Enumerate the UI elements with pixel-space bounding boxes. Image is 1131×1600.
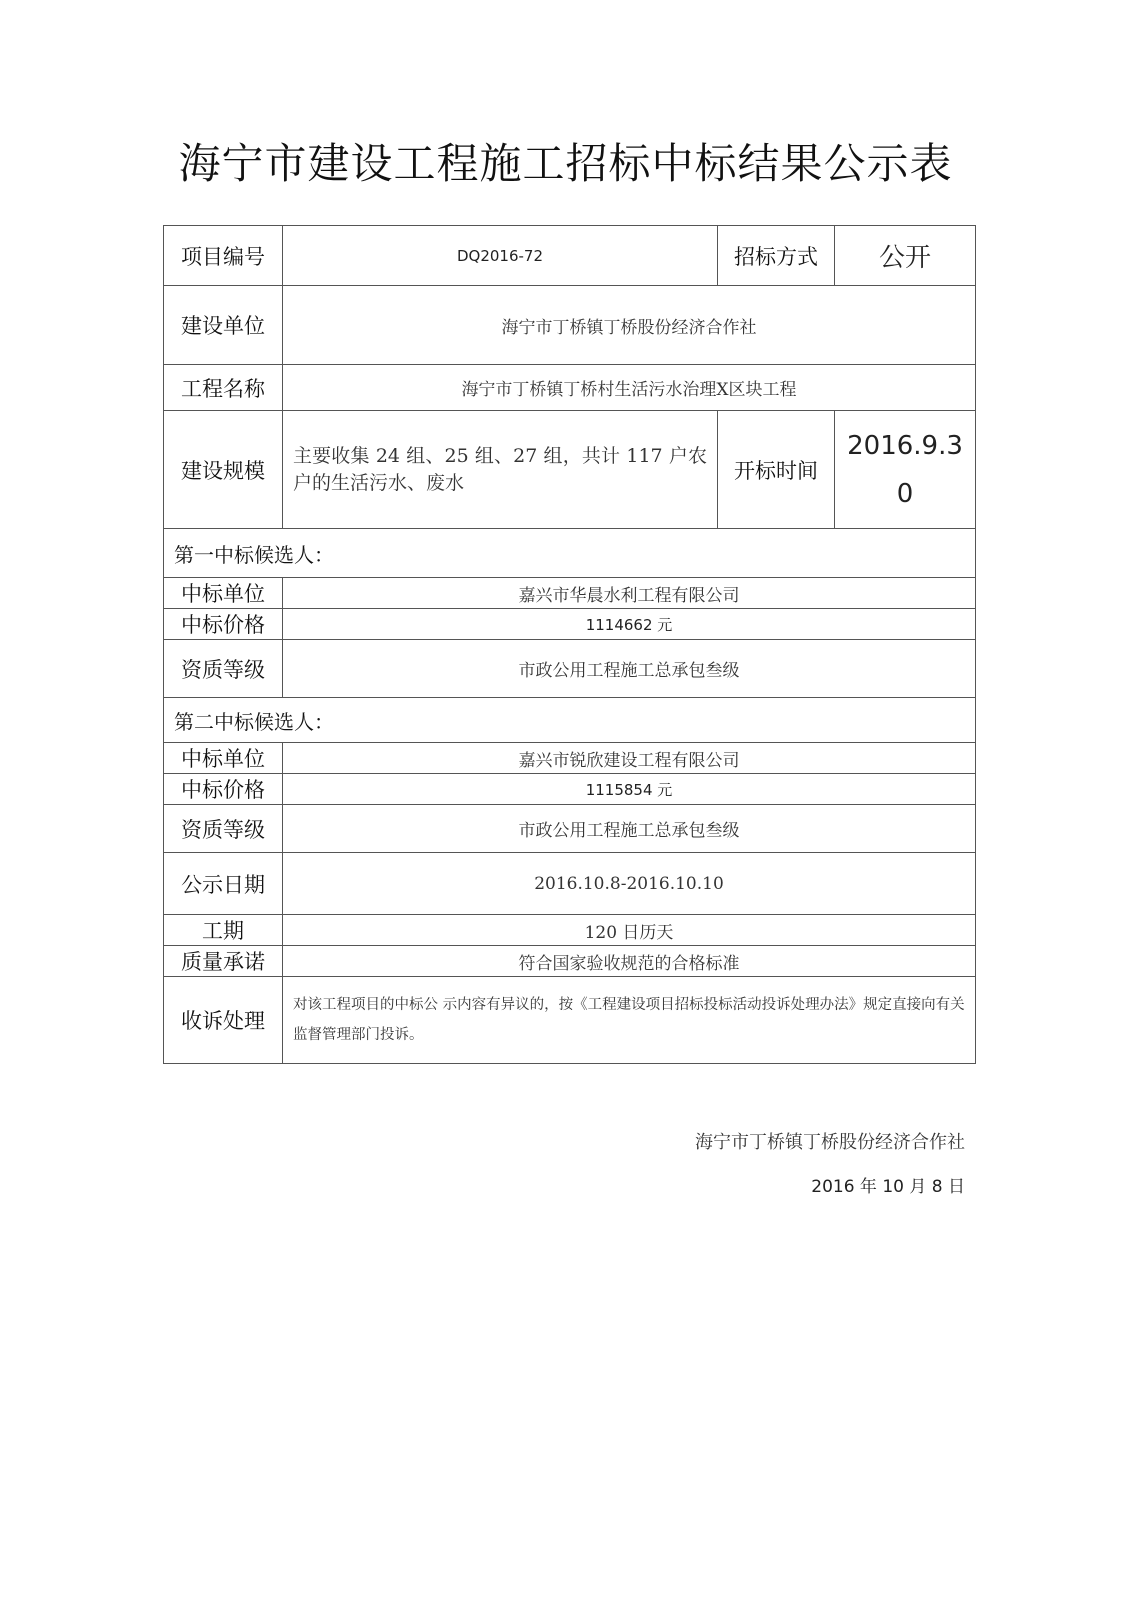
row-candidate-1-heading [164, 529, 976, 578]
project-name-label: 工程名称 [164, 365, 283, 411]
candidate-2-price-label: 中标价格 [164, 774, 283, 805]
project-no-value: DQ2016-72 [283, 226, 718, 286]
candidate-2-unit-value: 嘉兴市锐欣建设工程有限公司 [283, 743, 976, 774]
footer-date: 2016 年 10 月 8 日 [811, 1177, 965, 1197]
quality-commitment-label: 质量承诺 [164, 946, 283, 977]
row-candidate-2-price [164, 774, 976, 805]
candidate-2-unit-label: 中标单位 [164, 743, 283, 774]
publicity-date-value: 2016.10.8-2016.10.10 [283, 853, 976, 915]
quality-commitment-value: 符合国家验收规范的合格标准 [283, 946, 976, 977]
candidate-1-qualification-label: 资质等级 [164, 640, 283, 698]
footer-organization: 海宁市丁桥镇丁桥股份经济合作社 [695, 1132, 965, 1153]
complaint-handling-label: 收诉处理 [164, 977, 283, 1064]
construction-scale-value: 主要收集 24 组、25 组、27 组，共计 117 户农户的生活污水、废水 [283, 411, 718, 529]
duration-label: 工期 [164, 915, 283, 946]
tender-method-label: 招标方式 [718, 226, 835, 286]
candidate-2-qualification-label: 资质等级 [164, 805, 283, 853]
row-candidate-1-price [164, 609, 976, 640]
row-publicity-date [164, 853, 976, 915]
construction-scale-label: 建设规模 [164, 411, 283, 529]
candidate-1-price-label: 中标价格 [164, 609, 283, 640]
project-no-label: 项目编号 [164, 226, 283, 286]
candidate-1-price-value: 1114662 元 [283, 609, 976, 640]
bid-opening-time-label: 开标时间 [718, 411, 835, 529]
row-quality-commitment [164, 946, 976, 977]
complaint-handling-value: 对该工程项目的中标公 示内容有异议的，按《工程建设项目招标投标活动投诉处理办法》规定直接向有关监督管理部门投诉。 [283, 977, 976, 1064]
row-duration [164, 915, 976, 946]
row-candidate-2-qualification [164, 805, 976, 853]
page-title: 海宁市建设工程施工招标中标结果公示表 [178, 139, 953, 188]
row-candidate-1-unit [164, 578, 976, 609]
row-project-no [164, 226, 976, 286]
candidate-1-unit-value: 嘉兴市华晨水利工程有限公司 [283, 578, 976, 609]
row-complaint-handling [164, 977, 976, 1064]
row-construction-unit [164, 286, 976, 365]
candidate-2-heading: 第二中标候选人： [164, 698, 976, 743]
bid-result-table [163, 225, 976, 1064]
row-candidate-1-qualification [164, 640, 976, 698]
row-project-name [164, 365, 976, 411]
row-candidate-2-heading [164, 698, 976, 743]
row-candidate-2-unit [164, 743, 976, 774]
tender-method-value: 公开 [835, 226, 976, 286]
row-construction-scale [164, 411, 976, 529]
publicity-date-label: 公示日期 [164, 853, 283, 915]
duration-value: 120 日历天 [283, 915, 976, 946]
candidate-1-unit-label: 中标单位 [164, 578, 283, 609]
construction-unit-label: 建设单位 [164, 286, 283, 365]
candidate-2-qualification-value: 市政公用工程施工总承包叁级 [283, 805, 976, 853]
candidate-1-heading: 第一中标候选人： [164, 529, 976, 578]
construction-unit-value: 海宁市丁桥镇丁桥股份经济合作社 [283, 286, 976, 365]
project-name-value: 海宁市丁桥镇丁桥村生活污水治理X区块工程 [283, 365, 976, 411]
candidate-2-price-value: 1115854 元 [283, 774, 976, 805]
candidate-1-qualification-value: 市政公用工程施工总承包叁级 [283, 640, 976, 698]
bid-opening-time-value: 2016.9.30 [835, 411, 976, 529]
